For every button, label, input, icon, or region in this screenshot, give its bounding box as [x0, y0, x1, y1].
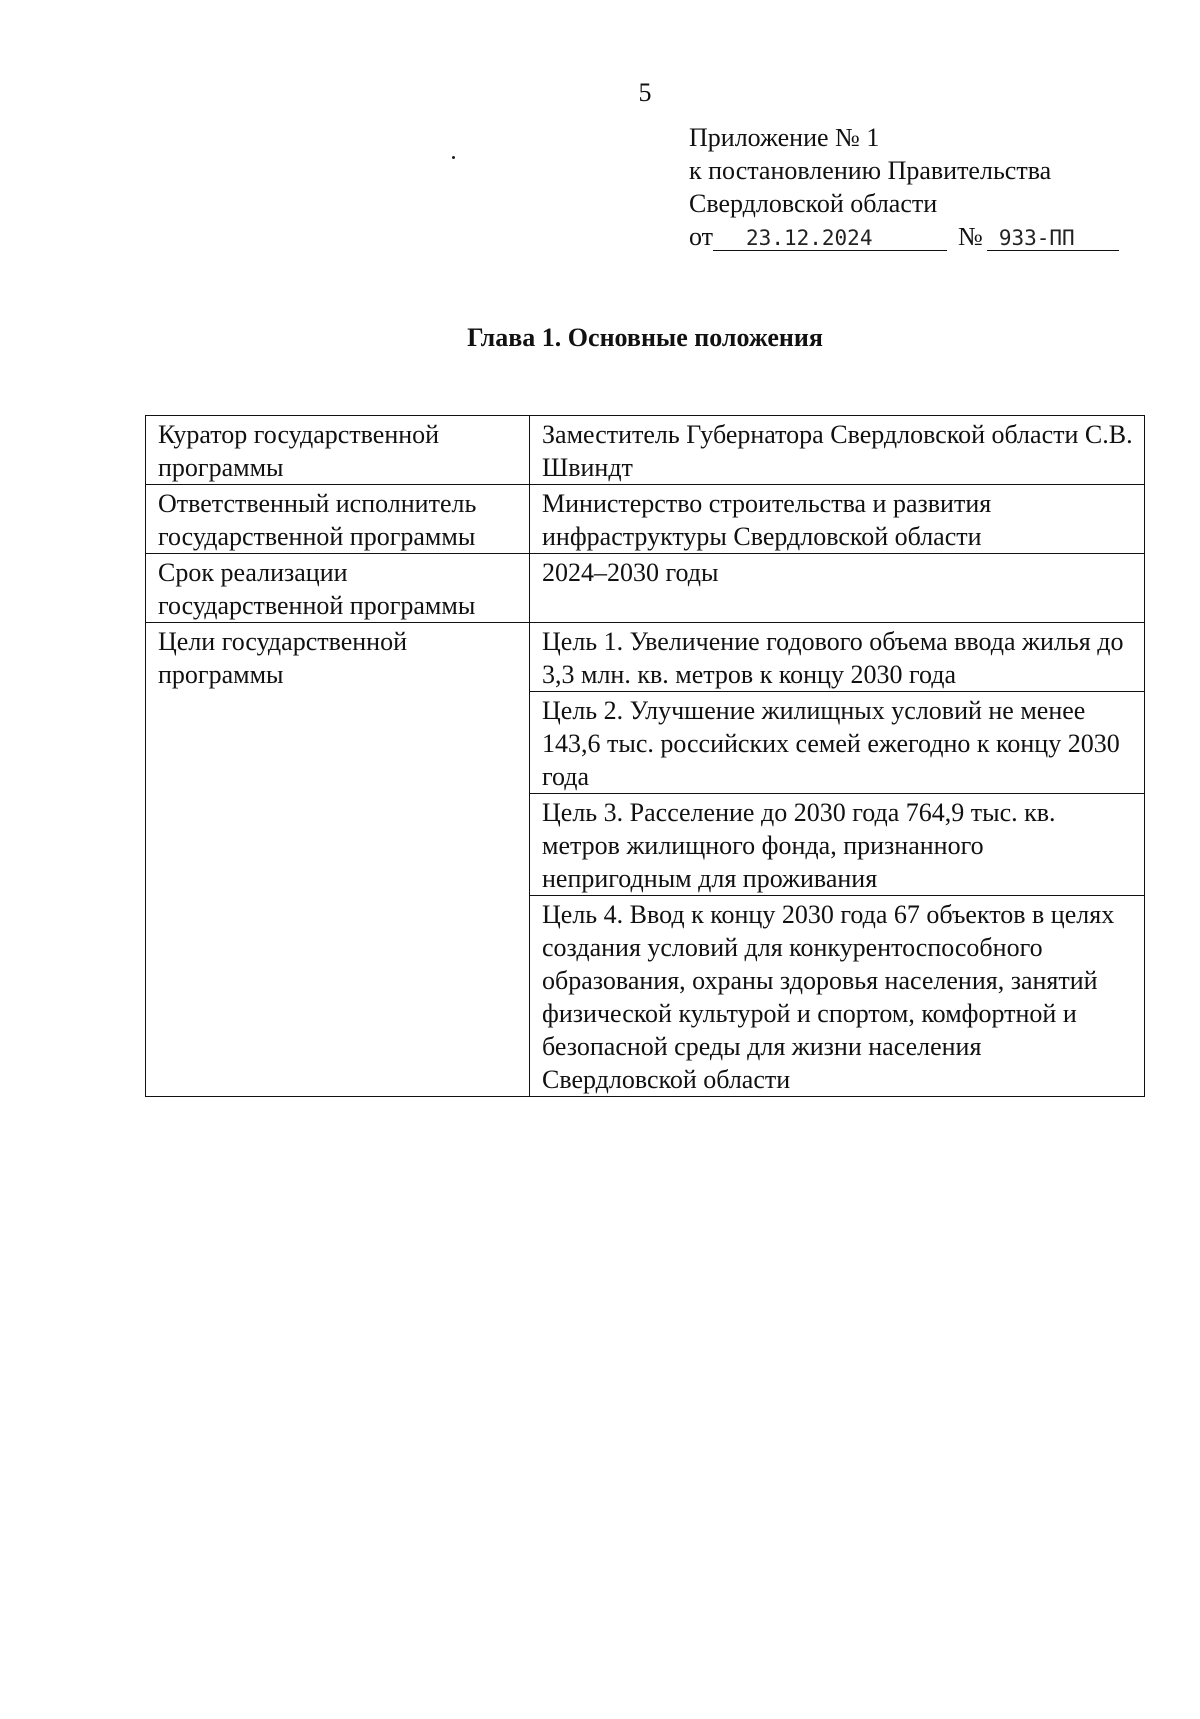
row-label-term: Срок реализации государственной программы — [146, 554, 530, 623]
goal-1: Цель 1. Увеличение годового объема ввода жилья до 3,3 млн. кв. метров к концу 2030 года — [530, 623, 1145, 692]
table-row — [146, 623, 1145, 692]
table-row — [146, 416, 1145, 485]
row-value-curator: Заместитель Губернатора Свердловской области С.В. Швиндт — [530, 416, 1145, 485]
table-row — [146, 554, 1145, 623]
number-label: № — [958, 222, 983, 251]
goal-4: Цель 4. Ввод к концу 2030 года 67 объектов в целях создания условий для конкурентоспособного образования, охраны здоровья населения, занятий физической культурой и спортом, комфортной и безопасной среды для жизни населения Свердловской области — [530, 896, 1145, 1097]
row-value-term: 2024–2030 годы — [530, 554, 1145, 623]
program-passport-table — [145, 415, 1145, 1097]
resolution-date: 23.12.2024 — [713, 226, 947, 251]
table-row — [146, 485, 1145, 554]
appendix-line-1: Приложение № 1 — [689, 123, 880, 152]
row-label-goals: Цели государственной программы — [146, 623, 530, 1097]
row-value-executor: Министерство строительства и развития инфраструктуры Свердловской области — [530, 485, 1145, 554]
chapter-title: Глава 1. Основные положения — [467, 323, 823, 352]
stray-dot — [452, 156, 455, 159]
row-label-curator: Куратор государственной программы — [146, 416, 530, 485]
resolution-number: 933-ПП — [987, 226, 1119, 251]
row-label-executor: Ответственный исполнитель государственной программы — [146, 485, 530, 554]
appendix-line-2: к постановлению Правительства — [689, 156, 1052, 185]
appendix-reference — [689, 220, 1119, 253]
from-label: от — [689, 222, 714, 251]
appendix-block — [689, 121, 1119, 253]
goal-3: Цель 3. Расселение до 2030 года 764,9 тыс. кв. метров жилищного фонда, признанного непригодным для проживания — [530, 794, 1145, 896]
page-number: 5 — [638, 78, 652, 107]
appendix-line-3: Свердловской области — [689, 189, 938, 218]
goal-2: Цель 2. Улучшение жилищных условий не менее 143,6 тыс. российских семей ежегодно к концу 2030 года — [530, 692, 1145, 794]
